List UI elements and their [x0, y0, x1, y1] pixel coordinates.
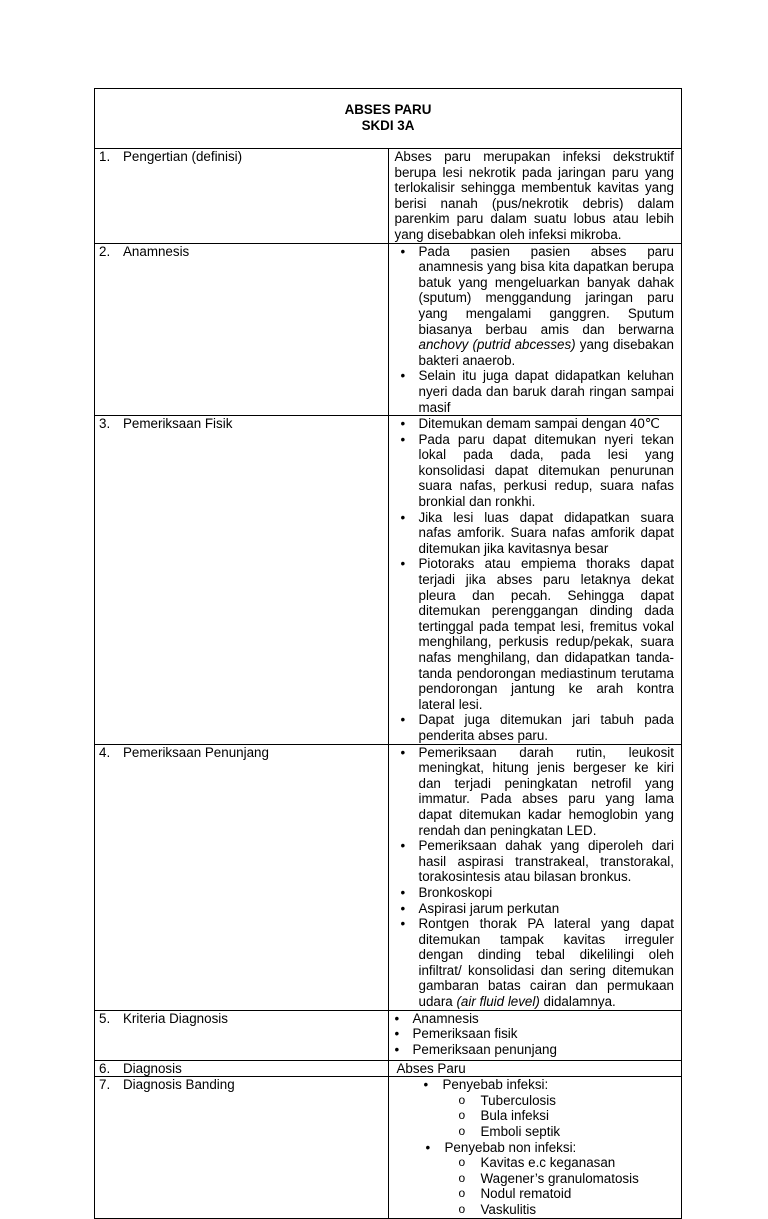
row-number: 2.	[99, 243, 111, 259]
list-item: • Pada pasien pasien abses paru anamnesis yang bisa kita dapatkan berupa batuk yang mengeluarkan banyak dahak (sputum) menggandung jaringan paru yang mengalami ganggren. Sputum biasanya berbau amis dan berwarna anchovy (putrid abcesses) yang disebakan bakteri anaerob.	[395, 244, 675, 369]
list-item: • Pemeriksaan dahak yang diperoleh dari hasil aspirasi transtrakeal, transtorakal, torakosintesis atau bilasan bronkus.	[395, 838, 675, 885]
list-item: • Piotoraks atau empiema thoraks dapat terjadi jika abses paru letaknya dekat pleura dan pecah. Sehingga dapat ditemukan perenggangan dinding dada tertinggal pada tempat lesi, fremitus vokal menghilang, perkusis redup/pekak, suara nafas menghilang, dan didapatkan tanda-tanda pendorongan mediastinum terutama pendorongan jantung ke arah kontra lateral lesi.	[395, 556, 675, 712]
row-pengertian	[95, 149, 682, 244]
row-number: 4.	[99, 744, 111, 760]
list-item: • Pada paru dapat ditemukan nyeri tekan lokal pada dada, pada lesi yang konsolidasi dapat ditemukan penurunan suara nafas, perkusi redup, suara nafas bronkial dan ronkhi.	[395, 432, 675, 510]
row-label: Diagnosis Banding	[123, 1077, 235, 1093]
sub-list-item: o Nodul rematoid	[459, 1186, 675, 1202]
row-pemeriksaan-penunjang	[95, 744, 682, 1010]
sub-list-item: o Emboli septik	[459, 1124, 675, 1140]
row-diagnosis	[95, 1060, 682, 1077]
list-item: • Penyebab non infeksi: o Kavitas e.c keganasan o Wagener’s granulomatosis o Nodul rematoid o Vaskulitis	[421, 1140, 675, 1218]
list-item: • Bronkoskopi	[395, 885, 675, 901]
sub-list-item: o Kavitas e.c keganasan	[459, 1155, 675, 1171]
row-label: Kriteria Diagnosis	[123, 1010, 228, 1026]
sub-list-item: o Vaskulitis	[459, 1202, 675, 1218]
list-item: • Ditemukan demam sampai dengan 40℃	[395, 416, 675, 432]
row-number: 7.	[99, 1077, 111, 1093]
list-item: • Pemeriksaan penunjang	[391, 1042, 675, 1058]
title-cell	[95, 89, 682, 149]
list-item: • Pemeriksaan darah rutin, leukosit meningkat, hitung jenis bergeser ke kiri dan terjadi peningkatan netrofil yang immatur. Pada abses paru yang lama dapat ditemukan kadar hemoglobin yang rendah dan peningkatan LED.	[395, 745, 675, 839]
row-kriteria-diagnosis	[95, 1010, 682, 1060]
document-table	[94, 88, 682, 1219]
row-label: Diagnosis	[123, 1060, 182, 1076]
row-number: 3.	[99, 416, 111, 432]
list-item: • Selain itu juga dapat didapatkan keluhan nyeri dada dan baruk darah ringan sampai masif	[395, 368, 675, 415]
sub-list-item: o Bula infeksi	[459, 1108, 675, 1124]
row-number: 1.	[99, 149, 111, 164]
row-number: 6.	[99, 1060, 111, 1076]
row-pemeriksaan-fisik	[95, 416, 682, 744]
list-item: • Anamnesis	[391, 1011, 675, 1027]
list-item: • Jika lesi luas dapat didapatkan suara nafas amforik. Suara nafas amforik dapat ditemukan jika kavitasnya besar	[395, 510, 675, 557]
sub-list-item: o Wagener’s granulomatosis	[459, 1171, 675, 1187]
list-item: • Dapat juga ditemukan jari tabuh pada penderita abses paru.	[395, 712, 675, 743]
pengertian-text: Abses paru merupakan infeksi dekstruktif berupa lesi nekrotik pada jaringan paru yang terlokalisir sehingga membentuk kavitas yang berisi nanah (pus/nekrotik debris) dalam parenkim paru dalam suatu lobus atau lebih yang disebabkan oleh infeksi mikroba.	[394, 149, 674, 242]
diagnosis-text: Abses Paru	[396, 1060, 466, 1076]
list-item: • Pemeriksaan fisik	[391, 1026, 675, 1042]
row-label: Pemeriksaan Fisik	[123, 416, 233, 432]
row-anamnesis	[95, 243, 682, 416]
row-label: Pemeriksaan Penunjang	[123, 744, 269, 760]
sub-list-item: o Tuberculosis	[459, 1093, 675, 1109]
row-label: Pengertian (definisi)	[123, 149, 243, 164]
row-number: 5.	[99, 1010, 111, 1026]
title-row	[95, 89, 682, 149]
list-item: • Penyebab infeksi: o Tuberculosis o Bula infeksi o Emboli septik	[419, 1077, 675, 1139]
document-subtitle: SKDI 3A	[361, 117, 415, 133]
row-label: Anamnesis	[123, 243, 190, 259]
document-title: ABSES PARU	[344, 102, 432, 117]
list-item: • Rontgen thorak PA lateral yang dapat ditemukan tampak kavitas irreguler dengan dinding tebal dikelilingi oleh infiltrat/ konsolidasi dan sering ditemukan gambaran batas cairan dan permukaan udara (air fluid level) didalamnya.	[395, 916, 675, 1010]
row-diagnosis-banding	[95, 1077, 682, 1219]
list-item: • Aspirasi jarum perkutan	[395, 901, 675, 917]
